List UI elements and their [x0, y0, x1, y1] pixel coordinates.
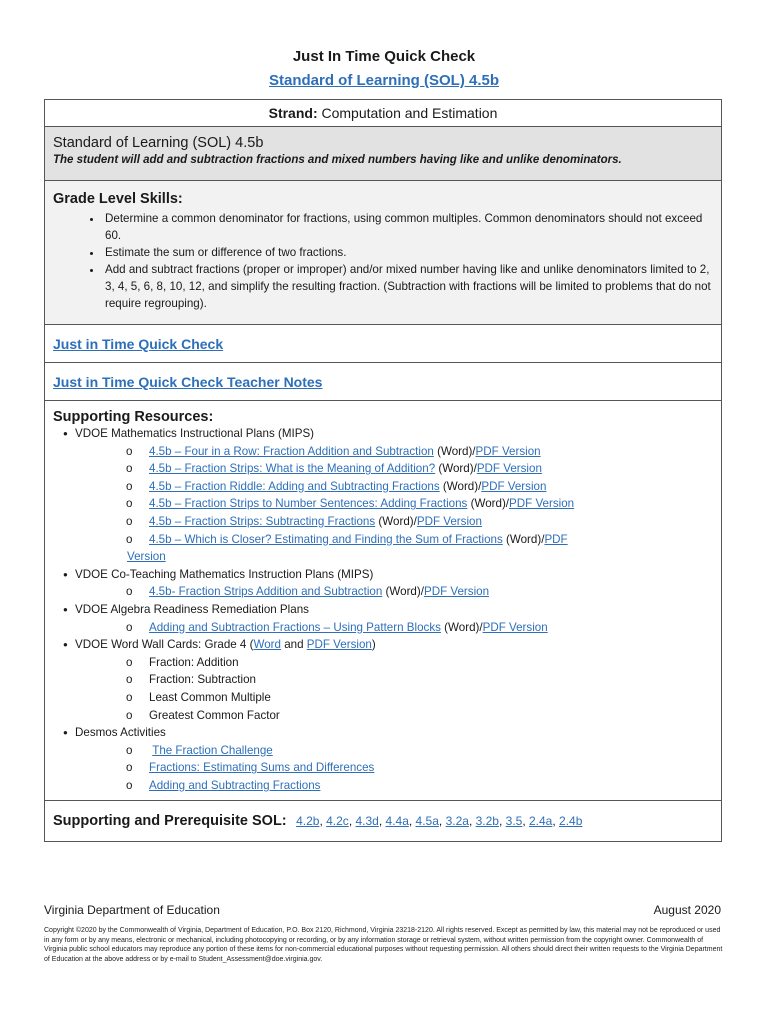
word-wall-close: ): [371, 638, 376, 652]
strand-label: Strand:: [268, 105, 318, 121]
word-wall-text: VDOE Word Wall Cards: Grade 4 (: [75, 638, 254, 652]
resource-item: [53, 460, 713, 478]
desmos-item: [53, 742, 713, 760]
prereq-sol-link[interactable]: 4.2c: [326, 814, 349, 828]
sol-heading: Standard of Learning (SOL) 4.5b: [53, 135, 264, 151]
desmos-label: ● Desmos Activities: [53, 724, 713, 742]
prereq-sol-link[interactable]: 3.5: [505, 814, 523, 828]
quick-check-row: [45, 325, 721, 363]
word-wall-item: o Fraction: Addition: [53, 654, 713, 672]
word-wall-word-link[interactable]: Word: [253, 638, 281, 652]
coteach-link[interactable]: 4.5b- Fraction Strips Addition and Subtraction: [149, 585, 383, 599]
pdf-link[interactable]: PDF Version: [481, 479, 547, 493]
quick-check-link[interactable]: Just in Time Quick Check: [53, 336, 224, 352]
teacher-notes-row: [45, 363, 721, 401]
prereq-sol-link[interactable]: 4.2b: [296, 814, 320, 828]
skills-list: [53, 210, 713, 312]
skill-item: • Estimate the sum or difference of two fractions.: [103, 244, 713, 261]
prereq-sol-list: 4.2b, 4.2c, 4.3d, 4.4a, 4.5a, 3.2a, 3.2b, 3.5, 2.4a, 2.4b: [296, 814, 583, 828]
skills-heading: Grade Level Skills:: [53, 191, 183, 207]
pdf-link[interactable]: PDF Version: [475, 444, 541, 458]
word-wall-item: o Greatest Common Factor: [53, 707, 713, 725]
mips-link[interactable]: 4.5b – Fraction Strips: What is the Meaning of Addition?: [149, 462, 436, 476]
sol-standard-link[interactable]: Standard of Learning (SOL) 4.5b: [268, 72, 500, 89]
resource-item-wrap: [53, 548, 713, 566]
prereq-sol-link[interactable]: 2.4b: [559, 814, 583, 828]
resource-item: [53, 478, 713, 496]
resource-item: [53, 443, 713, 461]
skill-item: • Add and subtract fractions (proper or improper) and/or mixed number having like and unlike denominators limited to 2, 3, 4, 5, 6, 8, 10, 12, and simplify the resulting fraction. (Subtraction with fractions will be limited to problems that do not require regrouping).: [103, 261, 713, 312]
skills-row: [45, 181, 721, 325]
prereq-sol-link[interactable]: 3.2a: [445, 814, 469, 828]
resources-list: [53, 425, 713, 794]
word-wall-label: [53, 636, 713, 654]
resources-row: [45, 401, 721, 801]
mips-label: ● VDOE Mathematics Instructional Plans (MIPS): [53, 425, 713, 443]
word-label: (Word)/: [442, 479, 482, 493]
pdf-link[interactable]: PDF Version: [482, 620, 548, 634]
skill-item: • Determine a common denominator for fractions, using common multiples. Common denominators should not exceed 60.: [103, 210, 713, 244]
resource-item: [53, 583, 713, 601]
pdf-link-continued[interactable]: Version: [127, 550, 166, 564]
content-table: [44, 99, 722, 842]
pdf-link[interactable]: PDF Version: [509, 497, 575, 511]
word-label: (Word)/: [444, 620, 483, 634]
word-label: (Word)/: [438, 462, 477, 476]
coteach-label: ● VDOE Co-Teaching Mathematics Instruction Plans (MIPS): [53, 566, 713, 584]
desmos-link[interactable]: Fractions: Estimating Sums and Differences: [149, 761, 375, 775]
mips-link[interactable]: 4.5b – Four in a Row: Fraction Addition and Subtraction: [149, 444, 434, 458]
prereq-sol-link[interactable]: 4.5a: [415, 814, 439, 828]
mips-link[interactable]: 4.5b – Which is Closer? Estimating and Finding the Sum of Fractions: [149, 532, 503, 546]
desmos-link[interactable]: Adding and Subtracting Fractions: [149, 778, 321, 792]
mips-link[interactable]: 4.5b – Fraction Riddle: Adding and Subtracting Fractions: [149, 479, 440, 493]
resource-item: [53, 513, 713, 531]
prereq-sol-link[interactable]: 3.2b: [475, 814, 499, 828]
resources-heading: Supporting Resources:: [53, 409, 214, 425]
pdf-link[interactable]: PDF Version: [476, 462, 542, 476]
sol-row: [45, 127, 721, 181]
word-wall-pdf-link[interactable]: PDF Version: [306, 638, 372, 652]
word-label: (Word)/: [378, 514, 417, 528]
prereq-sol-link[interactable]: 4.4a: [385, 814, 409, 828]
resource-item: [53, 531, 713, 549]
algebra-link[interactable]: Adding and Subtraction Fractions – Using Pattern Blocks: [149, 620, 441, 634]
word-label: (Word)/: [437, 444, 476, 458]
word-wall-item: o Least Common Multiple: [53, 689, 713, 707]
word-label: (Word)/: [470, 497, 510, 511]
prereq-row: [45, 801, 721, 841]
word-wall-and: and: [280, 638, 307, 652]
prereq-sol-link[interactable]: 2.4a: [529, 814, 553, 828]
prereq-heading: Supporting and Prerequisite SOL:: [53, 813, 287, 829]
strand-value: Computation and Estimation: [321, 105, 498, 121]
desmos-item: [53, 777, 713, 795]
resource-item: [53, 619, 713, 637]
footer-org: Virginia Department of Education: [44, 903, 220, 917]
pdf-link[interactable]: PDF Version: [423, 585, 490, 599]
sol-description: The student will add and subtraction fractions and mixed numbers having like and unlike denominators.: [53, 154, 622, 166]
teacher-notes-link[interactable]: Just in Time Quick Check Teacher Notes: [53, 374, 323, 390]
desmos-link[interactable]: The Fraction Challenge: [152, 743, 273, 757]
mips-link[interactable]: 4.5b – Fraction Strips: Subtracting Fractions: [149, 514, 376, 528]
desmos-item: [53, 759, 713, 777]
copyright-notice: Copyright ©2020 by the Commonwealth of Virginia, Department of Education, P.O. Box 2120, Richmond, Virginia 23218-2120. All rights reserved. Except as permitted by law, this material may not be reproduced or used in any form or by any means, electronic or mechanical, including photocopying or recording, or by any information storage or retrieval system, without written permission from the copyright owner. Commonwealth of Virginia public school educators may reproduce any portion of these items for non-commercial educational purposes without requesting permission. All others should direct their written requests to the Virginia Department of Education at the above address or by e-mail to Student_Assessment@doe.virginia.gov.: [44, 927, 723, 963]
mips-link[interactable]: 4.5b – Fraction Strips to Number Sentences: Adding Fractions: [149, 497, 468, 511]
footer-date: August 2020: [653, 903, 721, 917]
algebra-label: ● VDOE Algebra Readiness Remediation Plans: [53, 601, 713, 619]
resource-item: [53, 495, 713, 513]
word-wall-item: o Fraction: Subtraction: [53, 671, 713, 689]
pdf-link[interactable]: PDF Version: [416, 514, 482, 528]
document-subtitle: [0, 72, 768, 89]
word-label: (Word)/: [385, 585, 424, 599]
prereq-sol-link[interactable]: 4.3d: [355, 814, 379, 828]
pdf-link[interactable]: PDF: [544, 532, 568, 546]
strand-row: [45, 100, 721, 127]
word-label: (Word)/: [506, 532, 545, 546]
document-title: Just In Time Quick Check: [292, 48, 476, 65]
